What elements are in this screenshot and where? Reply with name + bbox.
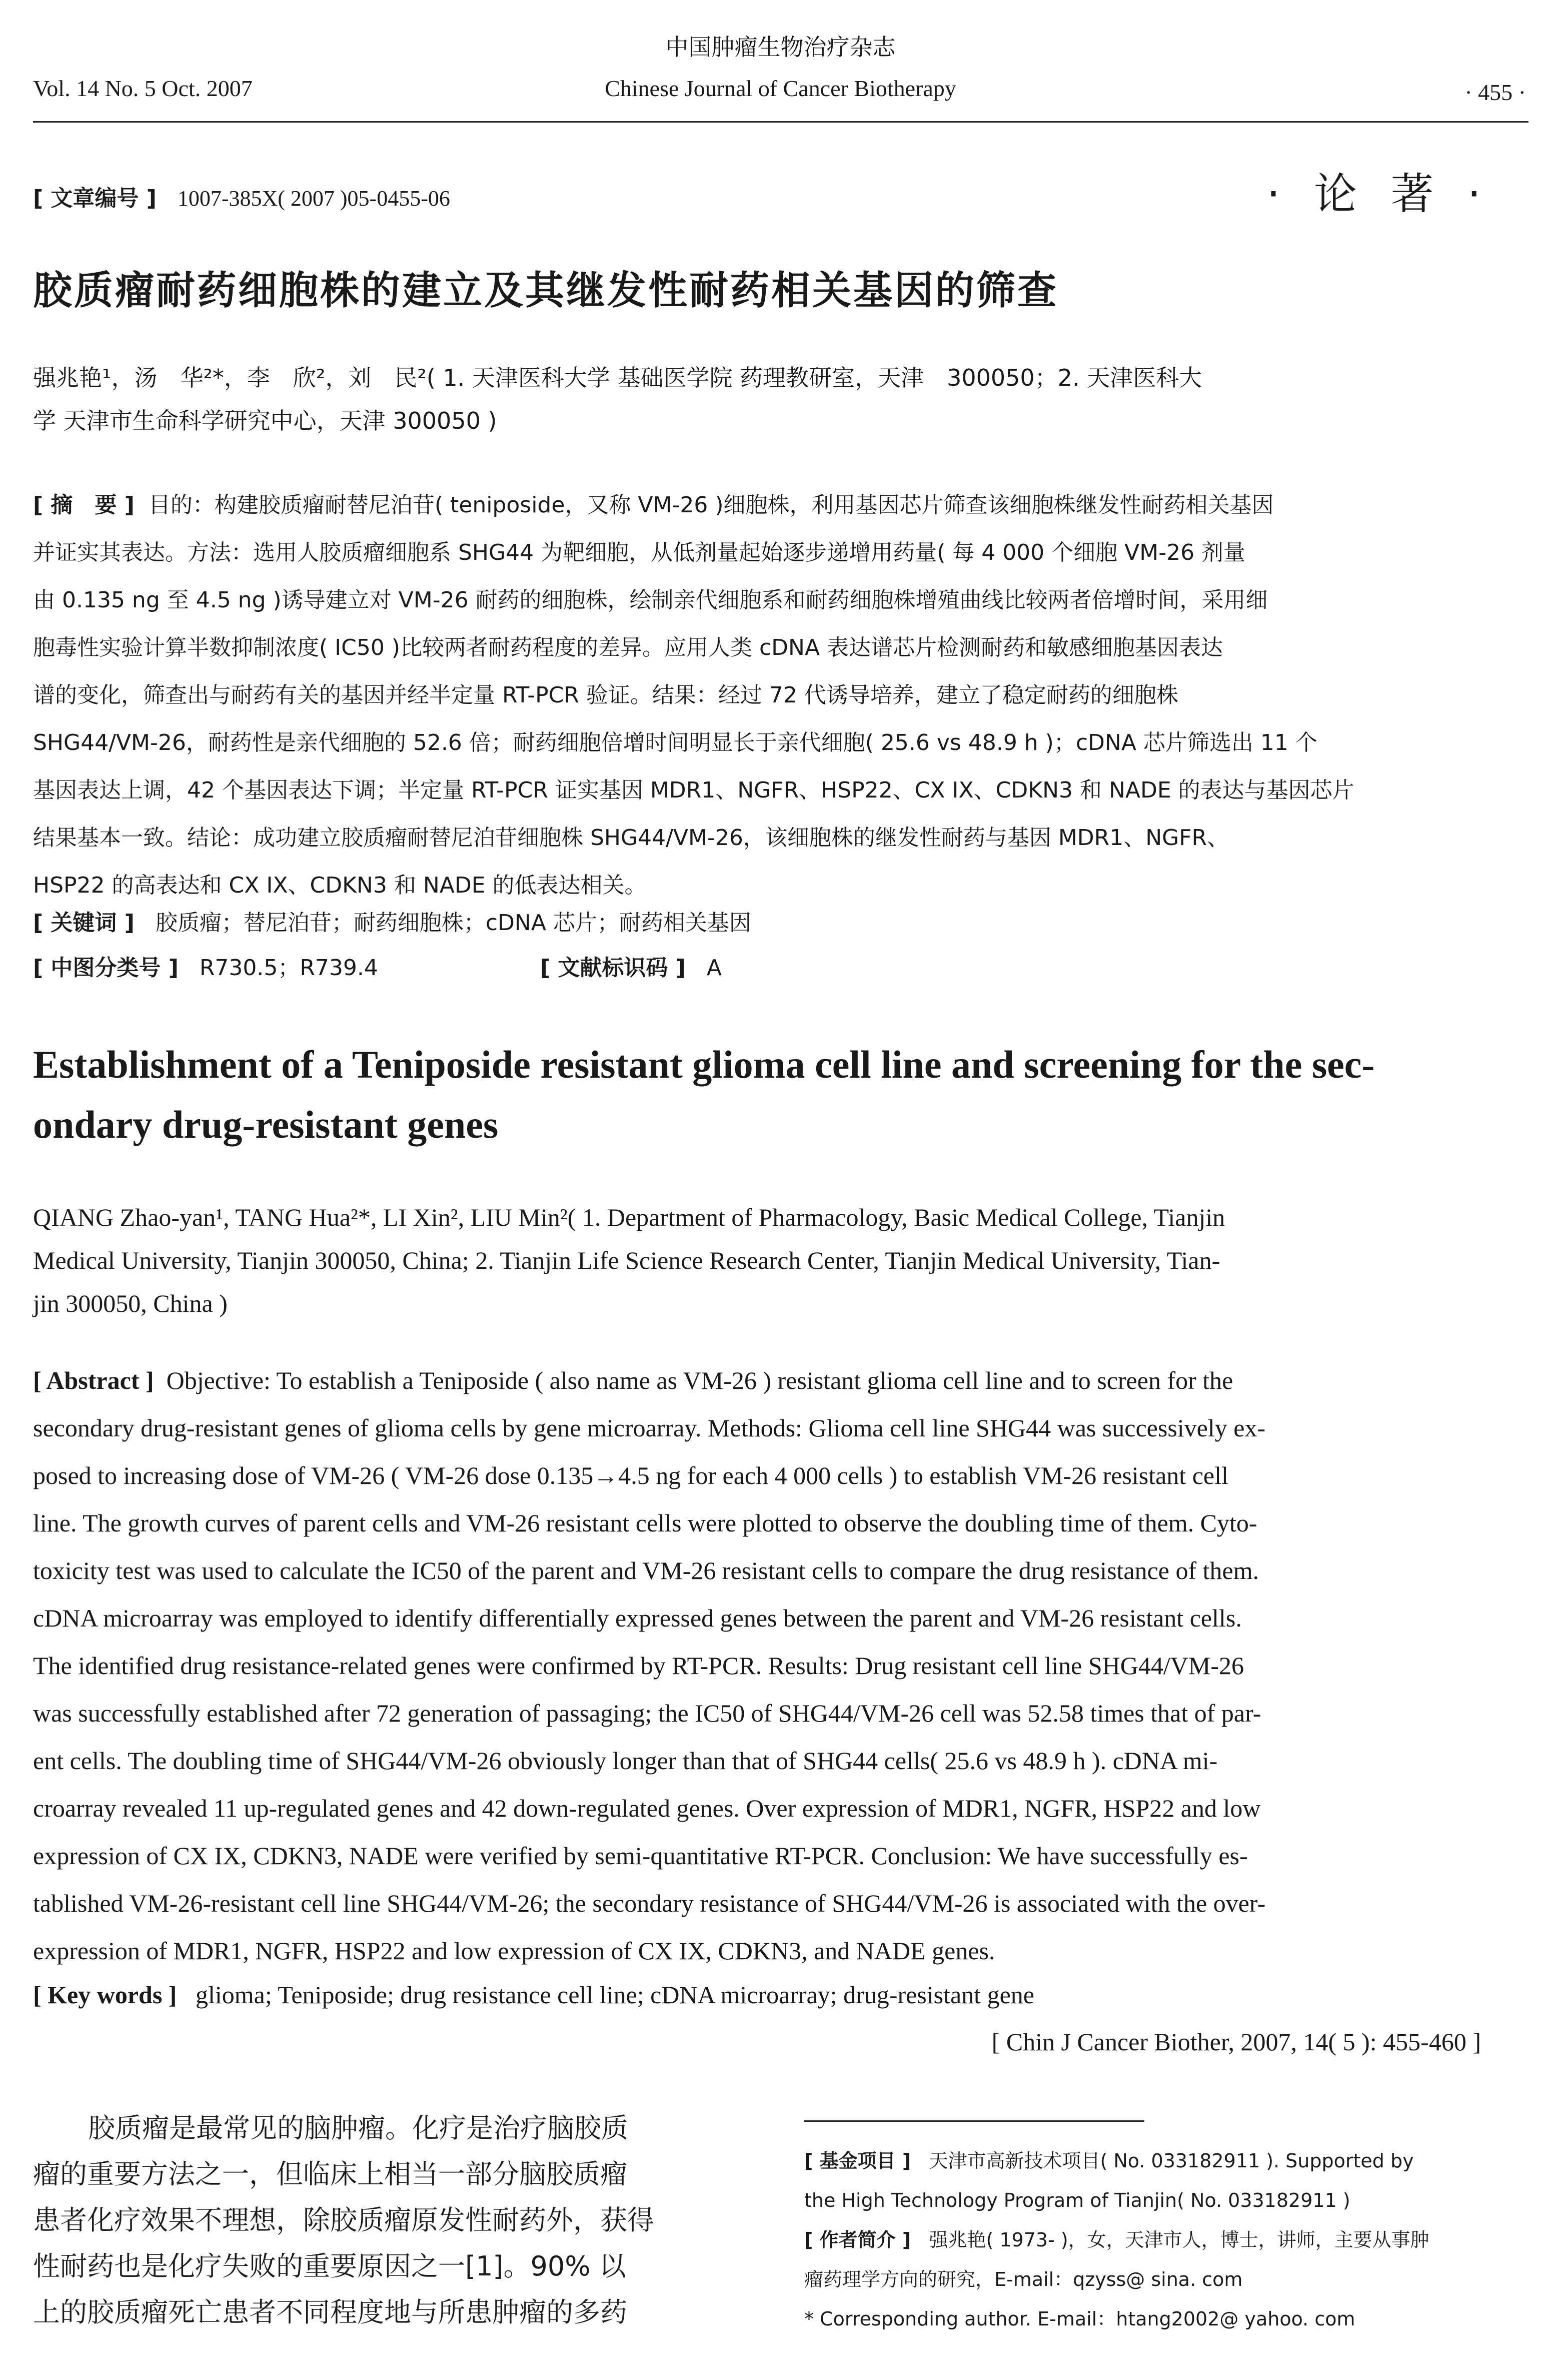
- journal-name-cn: 中国肿瘤生物治疗杂志: [665, 34, 896, 61]
- abstract-cn-line: SHG44/VM-26，耐药性是亲代细胞的 52.6 倍；耐药细胞倍增时间明显长于亲代细胞( 25.6 vs 48.9 h )；cDNA 芯片筛选出 11 个: [33, 730, 1317, 755]
- document-code-value: A: [706, 955, 722, 981]
- abstract-cn: [33, 481, 1528, 909]
- abstract-en-line: tablished VM-26-resistant cell line SHG44/VM-26; the secondary resistance of SHG44/VM-26 is associated with the over-: [33, 1889, 1266, 1917]
- abstract-cn-line: 由 0.135 ng 至 4.5 ng )诱导建立对 VM-26 耐药的细胞株，绘制亲代细胞系和耐药细胞株增殖曲线比较两者倍增时间，采用细: [33, 587, 1268, 613]
- corresponding-author: * Corresponding author. E-mail：htang2002@ yahoo. com: [804, 2308, 1355, 2330]
- body-line: 上的胶质瘤死亡患者不同程度地与所患肿瘤的多药: [33, 2296, 627, 2328]
- title-en-line: ondary drug-resistant genes: [33, 1103, 499, 1146]
- author-info-line: [804, 2220, 1529, 2260]
- abstract-en-line: ent cells. The doubling time of SHG44/VM-26 obviously longer than that of SHG44 cells( 25.6 vs 48.9 h ). cDNA mi-: [33, 1747, 1218, 1775]
- abstract-en-line: Objective: To establish a Teniposide ( also name as VM-26 ) resistant glioma cell line and to screen for the: [166, 1366, 1233, 1394]
- abstract-en-label: [ Abstract ]: [33, 1366, 154, 1394]
- body-line: 胶质瘤是最常见的脑肿瘤。化疗是治疗脑胶质: [88, 2112, 628, 2144]
- authors-cn-line: 强兆艳¹，汤 华²*，李 欣²，刘 民²( 1. 天津医科大学 基础医学院 药理教研室，天津 300050；2. 天津医科大: [33, 364, 1202, 391]
- document-code: [540, 950, 722, 982]
- abstract-en-line: expression of MDR1, NGFR, HSP22 and low expression of CX IX, CDKN3, and NADE genes.: [33, 1937, 995, 1965]
- body-line: 瘤的重要方法之一，但临床上相当一部分脑胶质瘤: [33, 2158, 627, 2190]
- abstract-cn-line: 结果基本一致。结论：成功建立胶质瘤耐替尼泊苷细胞株 SHG44/VM-26，该细胞株的继发性耐药与基因 MDR1、NGFR、: [33, 825, 1229, 851]
- keywords-en: [33, 1980, 1034, 2009]
- abstract-en-line: was successfully established after 72 generation of passaging; the IC50 of SHG44/VM-26 cell was 52.58 times that of par-: [33, 1699, 1261, 1727]
- abstract-en-line: expression of CX IX, CDKN3, NADE were verified by semi-quantitative RT-PCR. Conclusion: We have successfully es-: [33, 1842, 1248, 1870]
- authors-en-line: jin 300050, China ): [33, 1289, 228, 1317]
- abstract-cn-line: 并证实其表达。方法：选用人胶质瘤细胞系 SHG44 为靶细胞，从低剂量起始逐步递增用药量( 每 4 000 个细胞 VM-26 剂量: [33, 540, 1246, 565]
- abstract-cn-line: 胞毒性实验计算半数抑制浓度( IC50 )比较两者耐药程度的差异。应用人类 cDNA 表达谱芯片检测耐药和敏感细胞基因表达: [33, 635, 1223, 660]
- abstract-cn-label: [ 摘 要 ]: [33, 492, 135, 518]
- body-text: [33, 2105, 753, 2335]
- abstract-en-line: cDNA microarray was employed to identify differentially expressed genes between the parent and VM-26 resistant cells.: [33, 1604, 1242, 1632]
- fund-label: [ 基金项目 ]: [804, 2150, 911, 2172]
- article-number-value: 1007-385X( 2007 )05-0455-06: [177, 186, 450, 211]
- abstract-en: [33, 1357, 1528, 1975]
- abstract-en-line: The identified drug resistance-related genes were confirmed by RT-PCR. Results: Drug resistant cell line SHG44/VM-26: [33, 1652, 1244, 1680]
- header-rule: [33, 121, 1528, 123]
- keywords-en-value: glioma; Teniposide; drug resistance cell line; cDNA microarray; drug-resistant gene: [195, 1981, 1034, 2009]
- clc-label: [ 中图分类号 ]: [33, 955, 179, 981]
- clc-value: R730.5；R739.4: [199, 955, 378, 981]
- abstract-en-line: line. The growth curves of parent cells and VM-26 resistant cells were plotted to observe the doubling time of them. Cyto-: [33, 1509, 1257, 1537]
- fund-text: 天津市高新技术项目( No. 033182911 ). Supported by: [929, 2150, 1414, 2172]
- keywords-cn: [33, 905, 751, 937]
- body-line: 性耐药也是化疗失败的重要原因之一[1]。90% 以: [33, 2250, 626, 2282]
- authors-en-line: Medical University, Tianjin 300050, China; 2. Tianjin Life Science Research Center, Tianjin Medical University, Tian-: [33, 1246, 1220, 1274]
- title-en: [33, 1035, 1528, 1155]
- authors-en-line: QIANG Zhao-yan¹, TANG Hua²*, LI Xin², LIU Min²( 1. Department of Pharmacology, Basic Medical College, Tianjin: [33, 1203, 1225, 1231]
- abstract-en-line: croarray revealed 11 up-regulated genes and 42 down-regulated genes. Over expression of MDR1, NGFR, HSP22 and low: [33, 1794, 1261, 1822]
- keywords-cn-label: [ 关键词 ]: [33, 910, 135, 936]
- document-code-label: [ 文献标识码 ]: [540, 955, 686, 981]
- author-info-label: [ 作者简介 ]: [804, 2229, 911, 2251]
- page-number: · 455 ·: [1464, 80, 1526, 105]
- body-line: 患者化疗效果不理想，除胶质瘤原发性耐药外，获得: [33, 2204, 654, 2236]
- abstract-en-line: secondary drug-resistant genes of glioma cells by gene microarray. Methods: Glioma cell line SHG44 was successively ex-: [33, 1414, 1266, 1442]
- classification-number: [33, 950, 378, 982]
- abstract-cn-line: 目的：构建胶质瘤耐替尼泊苷( teniposide，又称 VM-26 )细胞株，利用基因芯片筛查该细胞株继发性耐药相关基因: [148, 492, 1274, 518]
- authors-cn-line: 学 天津市生命科学研究中心，天津 300050 ): [33, 407, 497, 434]
- section-tag: · 论 著 ·: [1266, 169, 1491, 219]
- keywords-en-label: [ Key words ]: [33, 1981, 177, 2009]
- journal-name-en: Chinese Journal of Cancer Biotherapy: [605, 76, 956, 101]
- abstract-cn-line: HSP22 的高表达和 CX IX、CDKN3 和 NADE 的低表达相关。: [33, 873, 647, 898]
- title-en-line: Establishment of a Teniposide resistant glioma cell line and screening for the sec-: [33, 1043, 1375, 1086]
- fund-text-cont: the High Technology Program of Tianjin( No. 033182911 ): [804, 2189, 1350, 2211]
- author-info-text: 强兆艳( 1973- )，女，天津市人，博士，讲师，主要从事肿: [929, 2229, 1429, 2251]
- title-cn: 胶质瘤耐药细胞株的建立及其继发性耐药相关基因的筛查: [33, 268, 1059, 313]
- article-number: [33, 180, 450, 212]
- footnotes: [804, 2141, 1529, 2339]
- abstract-en-line: posed to increasing dose of VM-26 ( VM-26 dose 0.135→4.5 ng for each 4 000 cells ) to establish VM-26 resistant cell: [33, 1461, 1228, 1489]
- keywords-cn-value: 胶质瘤；替尼泊苷；耐药细胞株；cDNA 芯片；耐药相关基因: [155, 910, 751, 936]
- abstract-cn-line: 谱的变化，筛查出与耐药有关的基因并经半定量 RT-PCR 验证。结果：经过 72 代诱导培养，建立了稳定耐药的细胞株: [33, 682, 1178, 708]
- abstract-cn-line: 基因表达上调，42 个基因表达下调；半定量 RT-PCR 证实基因 MDR1、NGFR、HSP22、CX IX、CDKN3 和 NADE 的表达与基因芯片: [33, 777, 1354, 803]
- abstract-en-line: toxicity test was used to calculate the IC50 of the parent and VM-26 resistant cells to compare the drug resistance of them.: [33, 1556, 1259, 1584]
- authors-cn: [33, 356, 1528, 442]
- article-number-label: [ 文章编号 ]: [33, 186, 157, 211]
- author-info-cont: 瘤药理学方向的研究，E-mail：qzyss@ sina. com: [804, 2268, 1243, 2290]
- volume-info: Vol. 14 No. 5 Oct. 2007: [33, 76, 253, 101]
- fund-line: [804, 2141, 1529, 2181]
- citation: [ Chin J Cancer Biother, 2007, 14( 5 ): 455-460 ]: [991, 2028, 1481, 2056]
- footnote-rule: [804, 2120, 1144, 2122]
- authors-en: [33, 1196, 1528, 1325]
